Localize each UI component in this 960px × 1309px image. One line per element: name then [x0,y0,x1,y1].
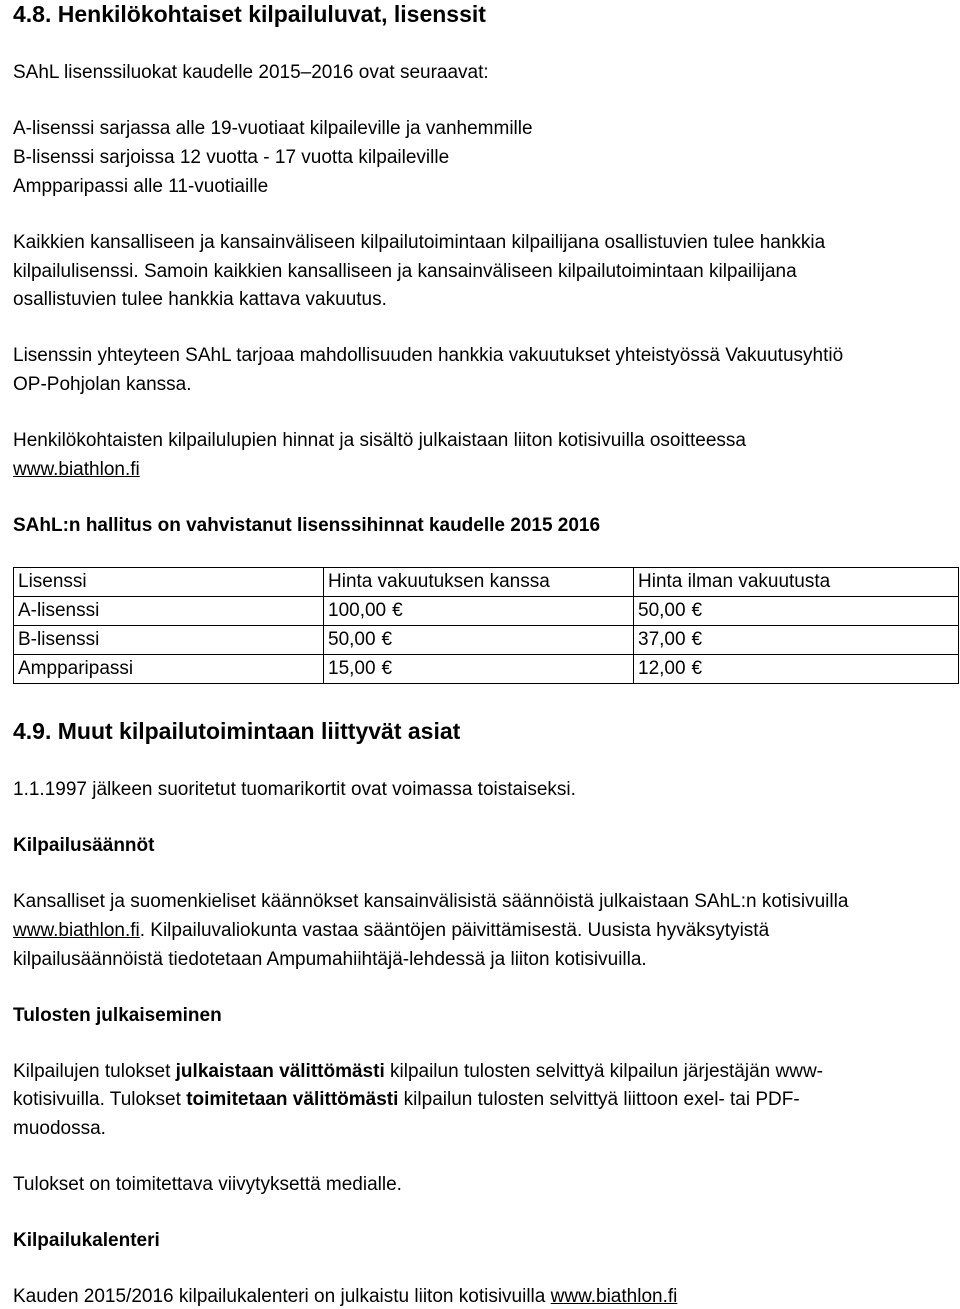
euro-icon: € [392,600,403,621]
paragraph-line: osallistuvien tulee hankkia kattava vakuutus. [13,289,387,310]
table-cell [324,597,634,626]
euro-icon: € [381,629,393,650]
paragraph-line: Henkilökohtaisten kilpailulupien hinnat ja sisältö julkaistaan liiton kotisivuilla osoitteessa [13,430,746,451]
results-text: kilpailun tulosten selvittyä liittoon exel- tai PDF- [398,1089,800,1110]
euro-icon: € [691,629,703,650]
paragraph-line [13,919,769,943]
results-text: kilpailun tulosten selvittyä kilpailun järjestäjän www- [384,1061,823,1082]
results-media-text: Tulokset on toimitettava viivytyksettä medialle. [13,1174,402,1195]
table-cell: A-lisenssi [14,597,324,626]
paragraph-line: muodossa. [13,1118,106,1139]
table-row [14,655,959,684]
price-value: 50,00 [638,600,686,621]
paragraph-line: Lisenssin yhteyteen SAhL tarjoaa mahdollisuuden hankkia vakuutukset yhteistyössä Vakuutusyhtiö [13,345,844,366]
calendar-heading: Kilpailukalenteri [13,1230,160,1251]
table-header-cell: Hinta vakuutuksen kanssa [324,568,634,597]
paragraph-line: kilpailusäännöistä tiedotetaan Ampumahiihtäjä-lehdessä ja liiton kotisivuilla. [13,949,647,970]
table-header-row [14,568,959,597]
euro-icon: € [691,600,703,621]
price-value: 12,00 [638,658,686,679]
judges-text: 1.1.1997 jälkeen suoritetut tuomarikortit ovat voimassa toistaiseksi. [13,779,576,800]
biathlon-link[interactable] [13,458,140,482]
table-cell [324,626,634,655]
euro-icon: € [691,658,703,679]
price-value: 37,00 [638,629,686,650]
table-cell: B-lisenssi [14,626,324,655]
paragraph-line [13,1285,677,1309]
license-price-table [13,567,959,684]
paragraph-line: kilpailulisenssi. Samoin kaikkien kansalliseen ja kansainväliseen kilpailutoimintaan kilpailijana [13,261,797,282]
section-heading-4-8: 4.8. Henkilökohtaiset kilpailuluvat, lisenssit [13,1,486,27]
table-cell: Ampparipassi [14,655,324,684]
price-value: 15,00 [328,658,376,679]
table-row [14,626,959,655]
table-cell [634,597,959,626]
rules-text: . Kilpailuvaliokunta vastaa sääntöjen päivittämisestä. Uusista hyväksytyistä [139,920,770,941]
table-header-cell: Hinta ilman vakuutusta [634,568,959,597]
biathlon-link-text[interactable]: www.biathlon.fi [13,459,140,480]
license-class-b: B-lisenssi sarjoissa 12 vuotta - 17 vuotta kilpaileville [13,147,450,168]
biathlon-link[interactable]: www.biathlon.fi [550,1286,678,1307]
paragraph-line [13,1060,823,1084]
results-heading: Tulosten julkaiseminen [13,1005,222,1026]
table-cell [634,626,959,655]
paragraph-line: Kansalliset ja suomenkieliset käännökset kansainvälisistä säännöistä julkaistaan SAhL:n kotisivuilla [13,891,849,912]
results-emphasis: toimitetaan välittömästi [186,1089,399,1110]
table-header-cell: Lisenssi [14,568,324,597]
prices-heading: SAhL:n hallitus on vahvistanut lisenssihinnat kaudelle 2015 2016 [13,515,601,536]
table-cell [634,655,959,684]
section-heading-4-9: 4.9. Muut kilpailutoimintaan liittyvät asiat [13,718,461,744]
price-value: 100,00 [328,600,387,621]
results-text: kotisivuilla. Tulokset [13,1089,187,1110]
results-text: Kilpailujen tulokset [13,1061,176,1082]
license-intro: SAhL lisenssiluokat kaudelle 2015–2016 ovat seuraavat: [13,62,489,83]
paragraph-line: OP-Pohjolan kanssa. [13,374,192,395]
license-class-a: A-lisenssi sarjassa alle 19-vuotiaat kilpaileville ja vanhemmille [13,118,533,139]
price-value: 50,00 [328,629,376,650]
rules-heading: Kilpailusäännöt [13,835,155,856]
paragraph-line: Kaikkien kansalliseen ja kansainväliseen kilpailutoimintaan kilpailijana osallistuvien tulee hankkia [13,232,826,253]
biathlon-link[interactable]: www.biathlon.fi [13,920,140,941]
table-row [14,597,959,626]
table-cell [324,655,634,684]
license-class-amppari: Ampparipassi alle 11-vuotiaille [13,176,269,197]
results-emphasis: julkaistaan välittömästi [175,1061,385,1082]
calendar-text: Kauden 2015/2016 kilpailukalenteri on julkaistu liiton kotisivuilla [13,1286,551,1307]
euro-icon: € [381,658,393,679]
paragraph-line [13,1088,800,1112]
